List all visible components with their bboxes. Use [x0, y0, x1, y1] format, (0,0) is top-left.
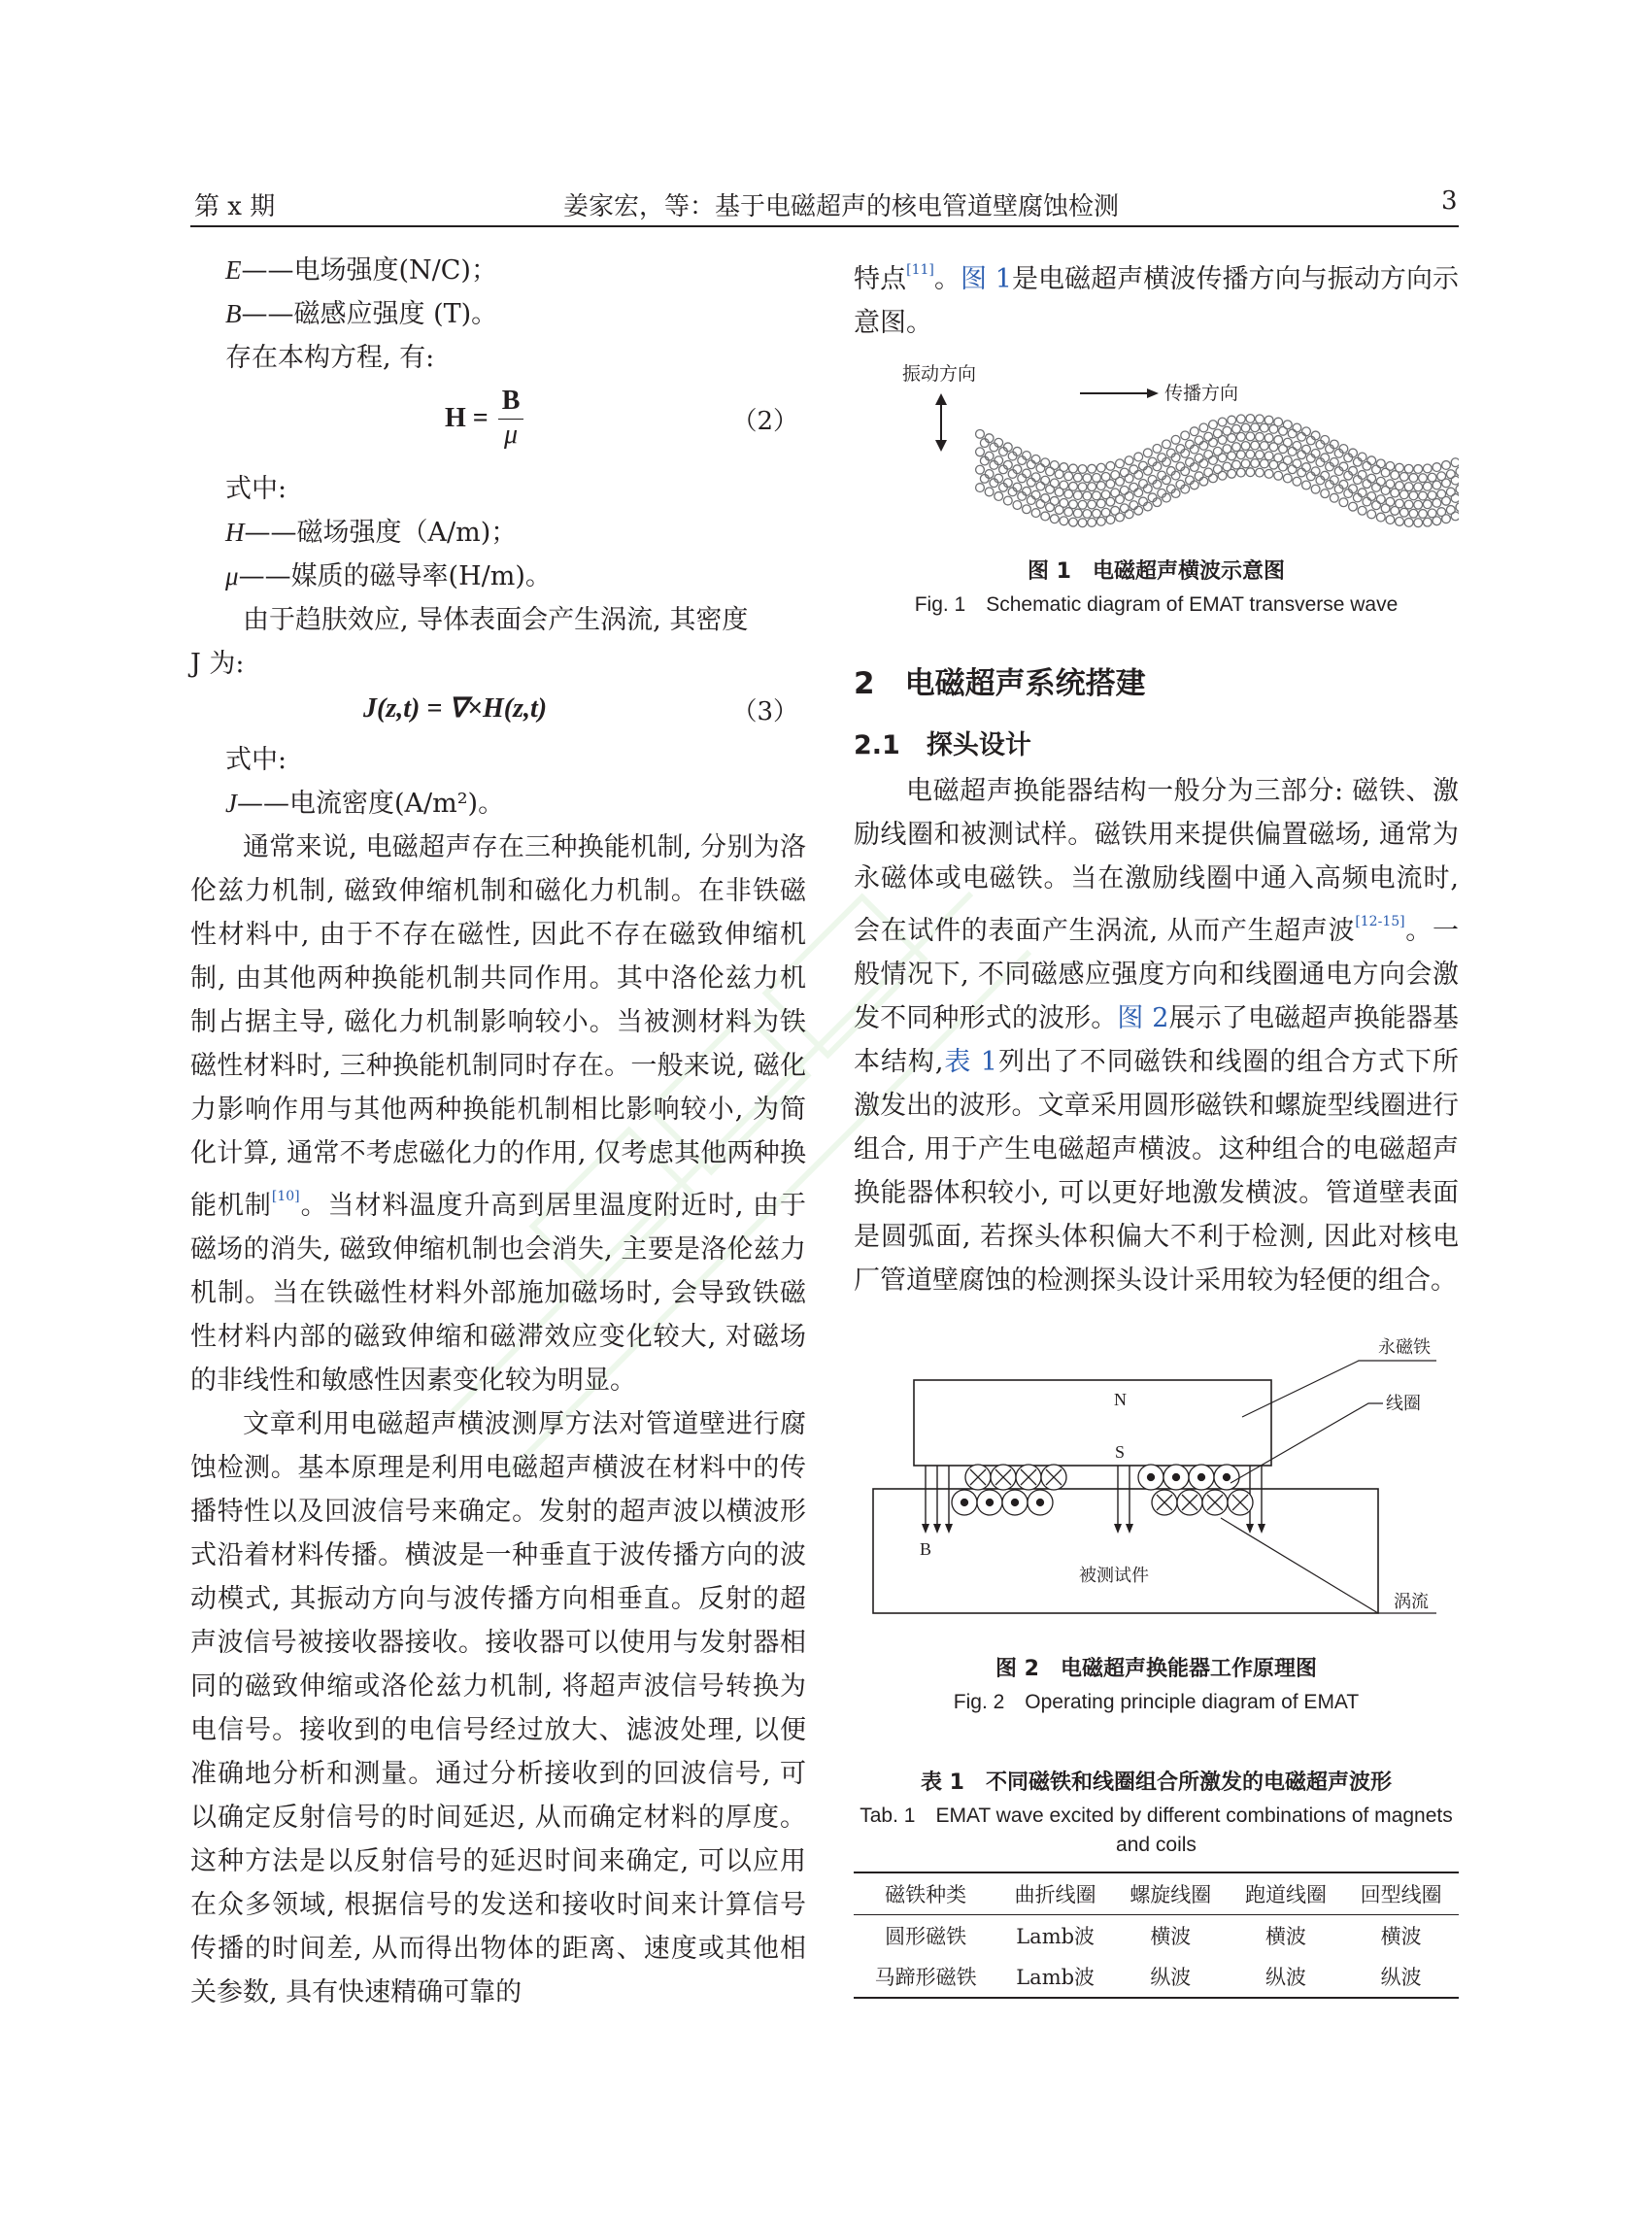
- fig2-caption-en: Fig. 2 Operating principle diagram of EMAT: [953, 1691, 1360, 1713]
- fig2-eddy-label: 涡流: [1394, 1592, 1429, 1612]
- table-cell: 马蹄形磁铁: [874, 1966, 977, 1989]
- table-header-cell: 磁铁种类: [885, 1883, 967, 1906]
- table-cell: 横波: [1150, 1925, 1192, 1948]
- citation-11[interactable]: [11]: [906, 262, 934, 278]
- table-cell: Lamb波: [1016, 1925, 1096, 1948]
- link-fig-1[interactable]: 图 1: [961, 264, 1012, 294]
- table-header-cell: 曲折线圈: [1014, 1883, 1096, 1906]
- fig2-s-label: S: [1115, 1442, 1126, 1462]
- table-header-cell: 跑道线圈: [1244, 1883, 1327, 1906]
- fig1-caption-en: Fig. 1 Schematic diagram of EMAT transverse wave: [914, 593, 1399, 616]
- table-1: [854, 1872, 1459, 1999]
- fig2-caption-zh: 图 2 电磁超声换能器工作原理图: [995, 1657, 1317, 1681]
- table-header-row: [854, 1872, 1459, 1915]
- table-cell: 纵波: [1150, 1966, 1192, 1989]
- eq2-denominator: μ: [504, 420, 519, 450]
- skin-effect-line: 由于趋肤效应, 导体表面会产生涡流, 其密度: [243, 605, 749, 635]
- def-e: E——电场强度(N/C)；: [225, 255, 497, 286]
- citation-12-15[interactable]: [12-15]: [1355, 914, 1405, 929]
- fig2-specimen-label: 被测试件: [1079, 1566, 1149, 1586]
- table-cell: 纵波: [1380, 1966, 1422, 1989]
- paragraph-thickness-method: 文章利用电磁超声横波测厚方法对管道壁进行腐蚀检测。基本原理是利用电磁超声横波在材料中的传播特性以及回波信号来确定。发射的超声波以横波形式沿着材料传播。横波是一种垂直于波传播方向的波动模式, 其振动方向与波传播方向相垂直。反射的超声波信号被接收器接收。接收器可以使用与发射器相同的磁致伸缩或洛伦兹力机制, 将超声波信号转换为电信号。接收到的电信号经过放大、滤波处理, 以便准确地分析和测量。通过分析接收到的回波信号, 可以确定反射信号的时间延迟, 从而确定材料的厚度。这种方法是以反射信号的延迟时间来确定, 可以应用在众多领域, 根据信号的发送和接收时间来计算信号传播的时间差, 从而得出物体的距离、速度或其他相关参数, 具有快速精确可靠的: [190, 1409, 806, 2007]
- def-mu: μ——媒质的磁导率(H/m)。: [225, 561, 552, 591]
- page-number: 3: [1441, 186, 1458, 216]
- fig2-coil-label: 线圈: [1386, 1394, 1421, 1414]
- table-cell: 纵波: [1264, 1966, 1306, 1989]
- figure-1-wave: [854, 354, 1459, 549]
- table-cell: Lamb波: [1016, 1966, 1096, 1989]
- fig2-n-label: N: [1114, 1390, 1127, 1409]
- fig1-caption-zh: 图 1 电磁超声横波示意图: [1028, 559, 1285, 584]
- table-row: [854, 1956, 1459, 1998]
- where-2: 式中:: [225, 745, 287, 775]
- paragraph-mechanisms: 通常来说, 电磁超声存在三种换能机制, 分别为洛伦兹力机制, 磁致伸缩机制和磁化力机制。在非铁磁性材料中, 由于不存在磁性, 因此不存在磁致伸缩机制, 由其他两种换能机制共同作用。其中洛伦兹力机制占据主导, 磁化力机制影响较小。当被测材料为铁磁性材料时, 三种换能机制同时存在。一般来说, 磁化力影响作用与其他两种换能机制相比影响较小, 为简化计算, 通常不考虑磁化力的作用, 仅考虑其他两种换能机制[10]。当材料温度升高到居里温度附近时, 由于磁场的消失, 磁致伸缩机制也会消失, 主要是洛伦兹力机制。当在铁磁性材料外部施加磁场时, 会导致铁磁性材料内部的磁致伸缩和磁滞效应变化较大, 对磁场的非线性和敏感性因素变化较为明显。: [190, 832, 806, 1396]
- table1-caption-zh: 表 1 不同磁铁和线圈组合所激发的电磁超声波形: [921, 1771, 1392, 1795]
- fig2-magnet-label: 永磁铁: [1378, 1337, 1431, 1358]
- magnet-block: [914, 1380, 1271, 1466]
- skin-effect-j: J 为:: [190, 649, 245, 679]
- table1-caption-en-1: Tab. 1 EMAT wave excited by different combinations of magnets: [860, 1804, 1453, 1827]
- header-title: 姜家宏，等：基于电磁超声的核电管道壁腐蚀检测: [563, 192, 1120, 221]
- eq3-label: （3）: [731, 697, 798, 726]
- table1-caption-en-2: and coils: [1116, 1834, 1197, 1856]
- where-1: 式中:: [225, 474, 287, 504]
- table-cell: 横波: [1380, 1925, 1422, 1948]
- def-b: B——磁感应强度 (T)。: [225, 299, 498, 329]
- section-2-heading: 2 电磁超声系统搭建: [854, 666, 1146, 701]
- figure-2-diagram: [854, 1324, 1459, 1635]
- table-row: [854, 1915, 1459, 1957]
- fig1-prop-label: 传播方向: [1164, 383, 1239, 404]
- def-j: J——电流密度(A/m²)。: [225, 789, 505, 819]
- paragraph-probe-design: 电磁超声换能器结构一般分为三部分: 磁铁、激励线圈和被测试样。磁铁用来提供偏置磁场, 通常为永磁体或电磁铁。当在激励线圈中通入高频电流时, 会在试件的表面产生涡流, 从而产生超声波[12-15]。一般情况下, 不同磁感应强度方向和线圈通电方向会激发不同种形式的波形。图 2展示了电磁超声换能器基本结构,表 1列出了不同磁铁和线圈的组合方式下所激发出的波形。文章采用圆形磁铁和螺旋型线圈进行组合, 用于产生电磁超声横波。这种组合的电磁超声换能器体积较小, 可以更好地激发横波。管道壁表面是圆弧面, 若探头体积偏大不利于检测, 因此对核电厂管道壁腐蚀的检测探头设计采用较为轻便的组合。: [854, 776, 1459, 1296]
- figure-2: [854, 1324, 1459, 1638]
- eq2-label: （2）: [731, 407, 798, 436]
- equation-2: [190, 380, 806, 467]
- right-column: [854, 249, 1459, 1999]
- table-cell: 横波: [1264, 1925, 1306, 1948]
- coil-windings: [952, 1465, 1253, 1515]
- figure-1: [854, 354, 1459, 549]
- constitutive-intro: 存在本构方程, 有:: [225, 343, 435, 373]
- table-header-cell: 回型线圈: [1360, 1883, 1442, 1906]
- eq3-body: J(z,t) = ∇×H(z,t): [363, 693, 548, 724]
- left-column: [190, 249, 806, 2014]
- table-cell: 圆形磁铁: [885, 1925, 967, 1948]
- header-issue: 第 x 期: [194, 192, 276, 221]
- eq2-lhs: H =: [445, 402, 489, 433]
- fig1-vib-label: 振动方向: [902, 363, 977, 385]
- equation-3: [190, 686, 806, 738]
- link-table-1[interactable]: 表 1: [943, 1047, 997, 1077]
- def-h: H——磁场强度（A/m)；: [225, 518, 518, 548]
- table-header-cell: 螺旋线圈: [1129, 1883, 1212, 1906]
- eq2-numerator: B: [498, 386, 524, 420]
- header-rule: [190, 225, 1459, 227]
- paragraph-continuation: 特点[11]。图 1是电磁超声横波传播方向与振动方向示意图。: [854, 262, 1460, 338]
- wave-particles: [976, 415, 1459, 527]
- link-fig-2[interactable]: 图 2: [1117, 1003, 1169, 1033]
- subsection-2-1-heading: 2.1 探头设计: [854, 730, 1031, 760]
- citation-10[interactable]: [10]: [271, 1189, 300, 1204]
- fig2-b-label: B: [920, 1539, 932, 1559]
